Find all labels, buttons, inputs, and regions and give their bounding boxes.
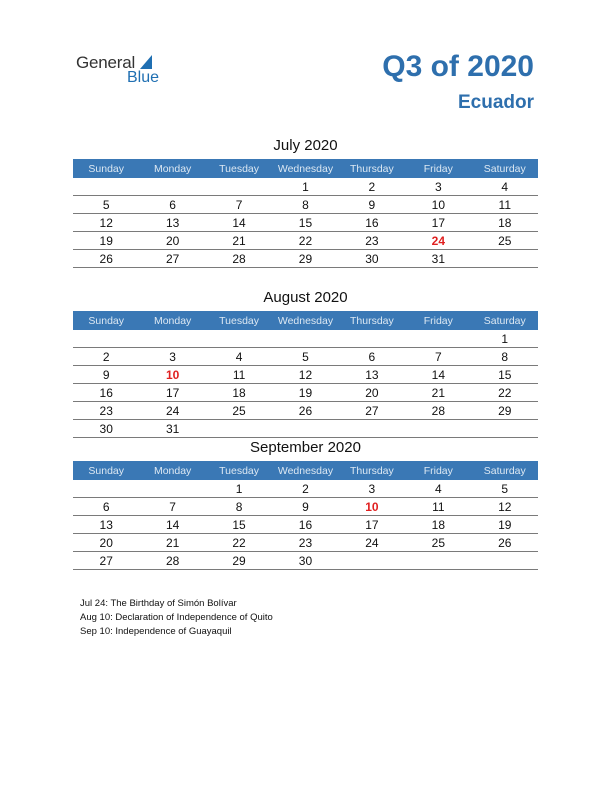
day-cell: 22 bbox=[272, 232, 338, 250]
day-cell: 2 bbox=[272, 480, 338, 498]
holiday-notes bbox=[80, 597, 273, 639]
day-cell: 3 bbox=[139, 348, 205, 366]
day-cell bbox=[139, 330, 205, 348]
week-row bbox=[73, 348, 538, 366]
weekday-header: Sunday bbox=[73, 461, 139, 480]
weekday-header: Wednesday bbox=[272, 159, 338, 178]
day-cell: 13 bbox=[73, 516, 139, 534]
day-cell: 9 bbox=[339, 196, 405, 214]
day-cell: 28 bbox=[405, 402, 471, 420]
page-title: Q3 of 2020 bbox=[382, 50, 534, 83]
day-cell bbox=[339, 420, 405, 438]
holiday-note: Aug 10: Declaration of Independence of Quito bbox=[80, 612, 273, 623]
day-cell: 20 bbox=[73, 534, 139, 552]
day-cell: 12 bbox=[73, 214, 139, 232]
weekday-header: Thursday bbox=[339, 461, 405, 480]
day-cell: 11 bbox=[472, 196, 538, 214]
weekday-header: Tuesday bbox=[206, 311, 272, 330]
day-cell bbox=[206, 420, 272, 438]
week-row bbox=[73, 214, 538, 232]
day-cell: 20 bbox=[339, 384, 405, 402]
week-row bbox=[73, 232, 538, 250]
day-cell bbox=[472, 552, 538, 570]
day-cell: 6 bbox=[339, 348, 405, 366]
day-cell: 11 bbox=[206, 366, 272, 384]
day-cell: 22 bbox=[206, 534, 272, 552]
day-cell bbox=[272, 420, 338, 438]
weekday-header: Sunday bbox=[73, 159, 139, 178]
day-cell: 14 bbox=[405, 366, 471, 384]
day-cell: 14 bbox=[139, 516, 205, 534]
day-cell bbox=[472, 420, 538, 438]
day-cell: 25 bbox=[405, 534, 471, 552]
week-row bbox=[73, 196, 538, 214]
day-cell: 12 bbox=[472, 498, 538, 516]
day-cell: 7 bbox=[139, 498, 205, 516]
week-row bbox=[73, 552, 538, 570]
day-cell: 29 bbox=[206, 552, 272, 570]
day-cell bbox=[139, 480, 205, 498]
country-name: Ecuador bbox=[457, 92, 534, 113]
day-cell: 31 bbox=[139, 420, 205, 438]
day-cell: 27 bbox=[339, 402, 405, 420]
day-cell: 19 bbox=[472, 516, 538, 534]
week-row bbox=[73, 384, 538, 402]
day-cell: 15 bbox=[272, 214, 338, 232]
weekday-header-row bbox=[73, 461, 538, 480]
day-cell: 26 bbox=[472, 534, 538, 552]
month-title: July 2020 bbox=[273, 137, 338, 154]
logo-text-general: General bbox=[76, 53, 136, 72]
day-cell bbox=[206, 178, 272, 196]
week-row bbox=[73, 330, 538, 348]
weekday-header: Tuesday bbox=[206, 461, 272, 480]
weekday-header-row bbox=[73, 311, 538, 330]
day-cell bbox=[73, 330, 139, 348]
day-cell: 21 bbox=[206, 232, 272, 250]
week-row bbox=[73, 402, 538, 420]
day-cell: 5 bbox=[272, 348, 338, 366]
month-block-july bbox=[73, 137, 538, 268]
day-cell: 4 bbox=[405, 480, 471, 498]
day-cell bbox=[206, 330, 272, 348]
week-row bbox=[73, 516, 538, 534]
day-cell: 5 bbox=[73, 196, 139, 214]
weekday-header: Tuesday bbox=[206, 159, 272, 178]
month-title: September 2020 bbox=[250, 439, 361, 456]
weekday-header: Saturday bbox=[472, 311, 538, 330]
day-cell: 22 bbox=[472, 384, 538, 402]
weekday-header: Friday bbox=[405, 311, 471, 330]
day-cell: 15 bbox=[206, 516, 272, 534]
weekday-header: Thursday bbox=[339, 159, 405, 178]
month-block-august bbox=[73, 289, 538, 438]
day-cell: 29 bbox=[272, 250, 338, 268]
day-cell: 21 bbox=[405, 384, 471, 402]
day-cell bbox=[339, 330, 405, 348]
day-cell: 2 bbox=[73, 348, 139, 366]
weekday-header: Friday bbox=[405, 461, 471, 480]
generalblue-logo bbox=[76, 52, 176, 88]
day-cell: 13 bbox=[339, 366, 405, 384]
day-cell: 26 bbox=[73, 250, 139, 268]
weekday-header: Monday bbox=[139, 311, 205, 330]
day-cell: 16 bbox=[272, 516, 338, 534]
week-row bbox=[73, 178, 538, 196]
day-cell bbox=[405, 552, 471, 570]
day-cell: 2 bbox=[339, 178, 405, 196]
day-cell: 4 bbox=[206, 348, 272, 366]
weekday-header: Monday bbox=[139, 461, 205, 480]
calendar-table bbox=[73, 311, 538, 438]
day-cell: 20 bbox=[139, 232, 205, 250]
day-cell: 5 bbox=[472, 480, 538, 498]
day-cell: 1 bbox=[472, 330, 538, 348]
day-cell: 10 bbox=[339, 498, 405, 516]
day-cell: 10 bbox=[139, 366, 205, 384]
day-cell: 8 bbox=[272, 196, 338, 214]
day-cell: 19 bbox=[73, 232, 139, 250]
week-row bbox=[73, 534, 538, 552]
day-cell bbox=[405, 330, 471, 348]
day-cell: 1 bbox=[272, 178, 338, 196]
day-cell: 10 bbox=[405, 196, 471, 214]
day-cell: 15 bbox=[472, 366, 538, 384]
day-cell: 11 bbox=[405, 498, 471, 516]
day-cell: 3 bbox=[405, 178, 471, 196]
day-cell: 17 bbox=[139, 384, 205, 402]
day-cell: 3 bbox=[339, 480, 405, 498]
day-cell: 8 bbox=[472, 348, 538, 366]
day-cell bbox=[73, 480, 139, 498]
day-cell bbox=[139, 178, 205, 196]
day-cell bbox=[405, 420, 471, 438]
day-cell: 13 bbox=[139, 214, 205, 232]
day-cell: 16 bbox=[339, 214, 405, 232]
month-block-september bbox=[73, 439, 538, 570]
day-cell: 21 bbox=[139, 534, 205, 552]
calendar-table bbox=[73, 461, 538, 570]
calendar-table bbox=[73, 159, 538, 268]
day-cell: 14 bbox=[206, 214, 272, 232]
day-cell: 17 bbox=[405, 214, 471, 232]
day-cell: 1 bbox=[206, 480, 272, 498]
day-cell: 19 bbox=[272, 384, 338, 402]
day-cell: 17 bbox=[339, 516, 405, 534]
day-cell: 7 bbox=[405, 348, 471, 366]
day-cell: 26 bbox=[272, 402, 338, 420]
day-cell: 6 bbox=[73, 498, 139, 516]
week-row bbox=[73, 250, 538, 268]
day-cell: 31 bbox=[405, 250, 471, 268]
day-cell: 28 bbox=[139, 552, 205, 570]
logo-text-blue: Blue bbox=[127, 69, 160, 86]
day-cell: 18 bbox=[206, 384, 272, 402]
day-cell: 6 bbox=[139, 196, 205, 214]
day-cell bbox=[272, 330, 338, 348]
day-cell: 30 bbox=[73, 420, 139, 438]
day-cell: 12 bbox=[272, 366, 338, 384]
day-cell: 30 bbox=[272, 552, 338, 570]
day-cell: 16 bbox=[73, 384, 139, 402]
day-cell: 29 bbox=[472, 402, 538, 420]
week-row bbox=[73, 420, 538, 438]
weekday-header: Wednesday bbox=[272, 461, 338, 480]
weekday-header: Saturday bbox=[472, 461, 538, 480]
day-cell: 7 bbox=[206, 196, 272, 214]
weekday-header: Sunday bbox=[73, 311, 139, 330]
weekday-header: Thursday bbox=[339, 311, 405, 330]
day-cell: 9 bbox=[272, 498, 338, 516]
week-row bbox=[73, 498, 538, 516]
day-cell: 9 bbox=[73, 366, 139, 384]
day-cell bbox=[339, 552, 405, 570]
day-cell: 27 bbox=[73, 552, 139, 570]
day-cell: 23 bbox=[272, 534, 338, 552]
day-cell: 28 bbox=[206, 250, 272, 268]
holiday-note: Sep 10: Independence of Guayaquil bbox=[80, 626, 232, 637]
day-cell: 18 bbox=[472, 214, 538, 232]
day-cell bbox=[472, 250, 538, 268]
weekday-header: Saturday bbox=[472, 159, 538, 178]
day-cell: 24 bbox=[139, 402, 205, 420]
month-title: August 2020 bbox=[263, 289, 348, 306]
day-cell: 4 bbox=[472, 178, 538, 196]
day-cell: 27 bbox=[139, 250, 205, 268]
day-cell: 25 bbox=[206, 402, 272, 420]
weekday-header-row bbox=[73, 159, 538, 178]
weekday-header: Friday bbox=[405, 159, 471, 178]
day-cell: 24 bbox=[405, 232, 471, 250]
weekday-header: Monday bbox=[139, 159, 205, 178]
logo-triangle-icon bbox=[140, 55, 152, 69]
weekday-header: Wednesday bbox=[272, 311, 338, 330]
day-cell: 24 bbox=[339, 534, 405, 552]
day-cell: 25 bbox=[472, 232, 538, 250]
day-cell: 30 bbox=[339, 250, 405, 268]
day-cell: 23 bbox=[73, 402, 139, 420]
day-cell: 8 bbox=[206, 498, 272, 516]
day-cell: 23 bbox=[339, 232, 405, 250]
day-cell bbox=[73, 178, 139, 196]
day-cell: 18 bbox=[405, 516, 471, 534]
week-row bbox=[73, 366, 538, 384]
holiday-note: Jul 24: The Birthday of Simón Bolívar bbox=[80, 598, 237, 609]
week-row bbox=[73, 480, 538, 498]
